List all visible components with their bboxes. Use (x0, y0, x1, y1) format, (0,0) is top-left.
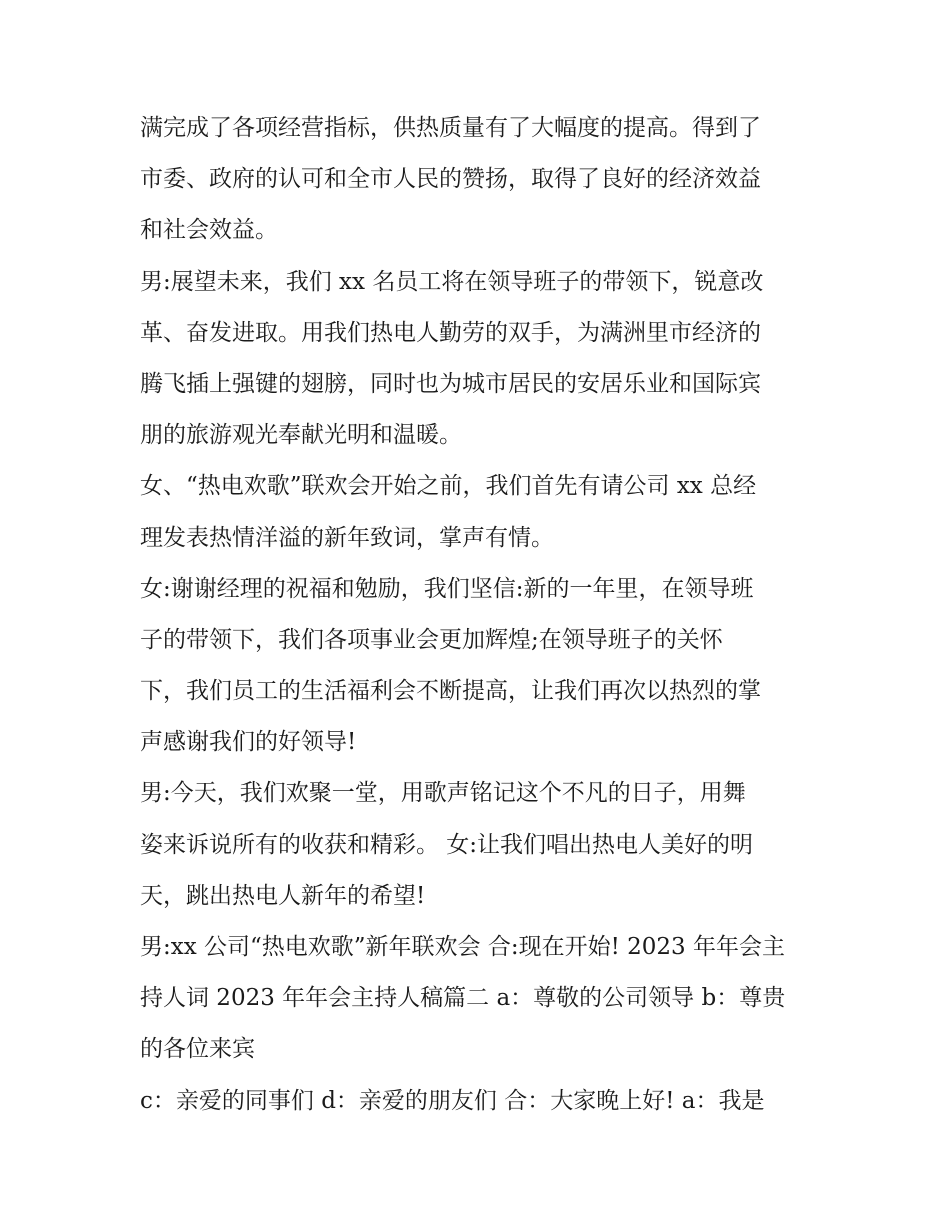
text-line: 满完成了各项经营指标，供热质量有了大幅度的提高。得到了 (140, 115, 761, 141)
text-line: 的各位来宾 (140, 1036, 255, 1063)
text-line: 男:xx 公司“热电欢歌”新年联欢会 合:现在开始! 2023 年年会主 (140, 934, 785, 960)
text-line: c：亲爱的同事们 d：亲爱的朋友们 合：大家晚上好! a：我是 (140, 1087, 765, 1114)
text-line: 天，跳出热电人新年的希望! (140, 882, 426, 909)
document-body (140, 103, 820, 1127)
text-line: 持人词 2023 年年会主持人稿篇二 a：尊敬的公司领导 b：尊贵 (140, 985, 786, 1012)
text-line: 子的带领下，我们各项事业会更加辉煌;在领导班子的关怀 (140, 626, 723, 653)
text-line: 和社会效益。 (140, 217, 278, 244)
text-line: 腾飞插上强键的翅膀，同时也为城市居民的安居乐业和国际宾 (140, 370, 761, 397)
text-line: 下，我们员工的生活福利会不断提高，让我们再次以热烈的掌 (140, 678, 761, 705)
text-line: 男:展望未来，我们 xx 名员工将在领导班子的带领下，锐意改 (140, 268, 764, 295)
text-line: 市委、政府的认可和全市人民的赞扬，取得了良好的经济效益 (140, 166, 761, 193)
text-line: 理发表热情洋溢的新年致词，掌声有情。 (140, 524, 554, 551)
text-line: 姿来诉说所有的收获和精彩。 女:让我们唱出热电人美好的明 (140, 831, 754, 858)
text-line: 男:今天，我们欢聚一堂，用歌声铭记这个不凡的日子，用舞 (140, 780, 746, 807)
text-line: 革、奋发进取。用我们热电人勤劳的双手，为满洲里市经济的 (140, 319, 761, 346)
text-line: 女、“热电欢歌”联欢会开始之前，我们首先有请公司 xx 总经 (140, 473, 757, 500)
text-line: 声感谢我们的好领导! (140, 729, 357, 756)
text-line: 女:谢谢经理的祝福和勉励，我们坚信:新的一年里，在领导班 (140, 575, 754, 602)
text-line: 朋的旅游观光奉献光明和温暖。 (140, 422, 462, 449)
